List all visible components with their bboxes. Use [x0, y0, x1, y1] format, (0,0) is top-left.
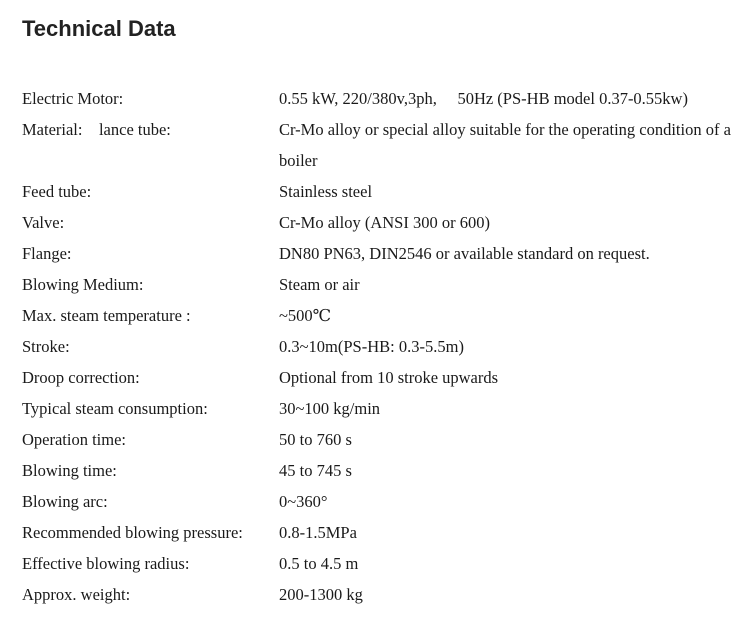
spec-label: Electric Motor:	[22, 89, 124, 108]
spec-label: Max. steam temperature :	[22, 306, 191, 325]
spec-row-blowing-pressure	[22, 517, 752, 548]
spec-row-droop-correction	[22, 362, 752, 393]
spec-label: Droop correction:	[22, 368, 140, 387]
spec-row-material	[22, 114, 752, 176]
spec-label: Blowing Medium:	[22, 275, 144, 294]
spec-value: ~500℃	[279, 306, 332, 325]
spec-row-stroke	[22, 331, 752, 362]
spec-value: Optional from 10 stroke upwards	[279, 368, 499, 387]
spec-label: Flange:	[22, 244, 72, 263]
spec-value: Cr-Mo alloy or special alloy suitable for the operating condition of a boiler	[279, 120, 736, 170]
spec-row-flange	[22, 238, 752, 269]
spec-value: 0.55 kW, 220/380v,3ph, 50Hz (PS-HB model 0.37-0.55kw)	[279, 89, 688, 108]
spec-value: Cr-Mo alloy (ANSI 300 or 600)	[279, 213, 490, 232]
spec-row-operation-time	[22, 424, 752, 455]
spec-row-valve	[22, 207, 752, 238]
spec-value: 0.5 to 4.5 m	[279, 554, 359, 573]
page-title: Technical Data	[22, 16, 176, 41]
spec-label: Stroke:	[22, 337, 70, 356]
spec-value: 0~360°	[279, 492, 328, 511]
spec-label: Approx. weight:	[22, 585, 131, 604]
spec-label: Blowing time:	[22, 461, 117, 480]
spec-value: DN80 PN63, DIN2546 or available standard on request.	[279, 244, 650, 263]
spec-label: Effective blowing radius:	[22, 554, 190, 573]
spec-value: Stainless steel	[279, 182, 373, 201]
spec-label: Material: lance tube:	[22, 120, 171, 139]
spec-value: 200-1300 kg	[279, 585, 363, 604]
spec-label: Recommended blowing pressure:	[22, 523, 243, 542]
spec-value: 50 to 760 s	[279, 430, 352, 449]
spec-label: Blowing arc:	[22, 492, 108, 511]
spec-row-max-steam-temperature	[22, 300, 752, 331]
spec-value: 30~100 kg/min	[279, 399, 381, 418]
spec-row-electric-motor	[22, 83, 752, 114]
spec-row-approx-weight	[22, 579, 752, 610]
spec-label: Operation time:	[22, 430, 127, 449]
spec-label: Typical steam consumption:	[22, 399, 208, 418]
spec-value: Steam or air	[279, 275, 360, 294]
spec-row-feed-tube	[22, 176, 752, 207]
spec-value: 0.3~10m(PS-HB: 0.3-5.5m)	[279, 337, 464, 356]
spec-label: Feed tube:	[22, 182, 92, 201]
spec-value: 45 to 745 s	[279, 461, 352, 480]
spec-row-steam-consumption	[22, 393, 752, 424]
spec-label: Valve:	[22, 213, 65, 232]
spec-value: 0.8-1.5MPa	[279, 523, 357, 542]
spec-row-blowing-radius	[22, 548, 752, 579]
spec-row-blowing-medium	[22, 269, 752, 300]
spec-row-blowing-arc	[22, 486, 752, 517]
spec-row-blowing-time	[22, 455, 752, 486]
spec-list	[22, 83, 752, 610]
